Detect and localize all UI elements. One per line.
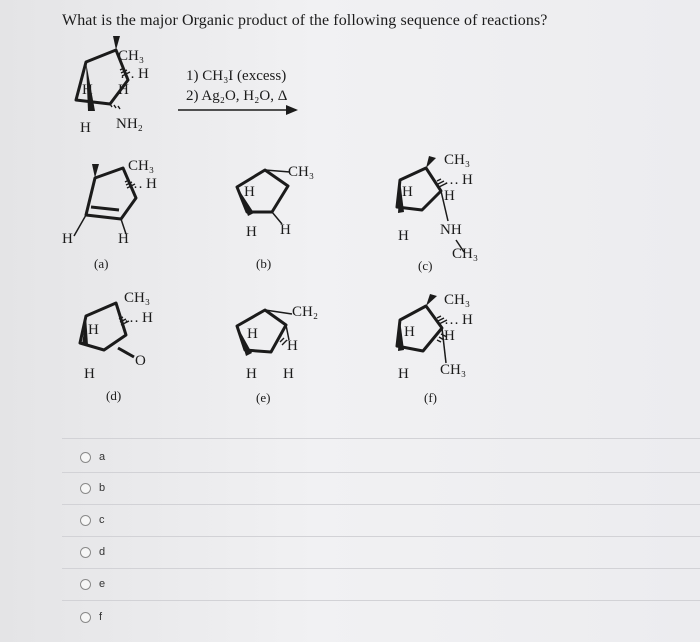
radio-f[interactable] [80,612,91,623]
radio-a[interactable] [80,452,91,463]
c-nh-ch3: CH₃ [452,246,479,262]
start-nh2: NH₂ [116,116,143,132]
tag-e: (e) [256,390,271,405]
tag-d: (d) [106,388,122,403]
b-h-top: H [244,184,255,200]
c-nh: NH [440,222,462,238]
question-text: What is the major Organic product of the following sequence of reactions? [62,12,548,29]
d-hash-h: … H [124,310,153,326]
radio-b[interactable] [80,483,91,494]
wedge-c-ch3 [426,156,436,168]
e-h-top: H [247,326,258,342]
d-carbonyl-o: O [135,353,146,369]
a-h-right: H [118,231,129,247]
c-h-top: H [402,184,413,200]
e-h-bottom: H [246,366,257,382]
a-hash-h: … H [128,176,157,192]
c-h-bottom: H [398,228,409,244]
product-a-double-bond [91,207,119,210]
divider [62,568,700,569]
e-h-inner: H [287,338,298,354]
d-h-bottom: H [84,366,95,382]
f-h-top: H [404,324,415,340]
divider [62,600,700,601]
option-label-d: d [99,546,106,558]
f-hash-h: … H [444,312,473,328]
d-ch3: CH₃ [124,290,151,306]
divider [62,536,700,537]
radio-d[interactable] [80,547,91,558]
wedge-f-ch3 [426,294,437,306]
d-h-left: H [88,322,99,338]
answer-option-d[interactable] [80,541,105,563]
answer-option-c[interactable] [80,509,105,531]
tag-a: (a) [94,256,109,271]
answer-option-f[interactable] [80,606,102,628]
b-ch3: CH₃ [288,164,315,180]
a-ch3: CH₃ [128,158,155,174]
reaction-arrow-head [286,105,298,115]
answer-option-b[interactable] [80,477,105,499]
answer-option-e[interactable] [80,573,105,595]
option-label-c: c [99,514,105,526]
option-label-b: b [99,482,106,494]
c-h-inner: H [444,188,455,204]
hash-start-nh2 [110,104,120,109]
start-ch3: CH₃ [118,48,145,64]
product-d-carbonyl [118,348,134,357]
a-h-left: H [62,231,73,247]
tag-c: (c) [418,258,433,273]
f-h-bottom: H [398,366,409,382]
start-h-inner: H [118,82,129,98]
option-label-e: e [99,578,106,590]
b-h-bottom: H [246,224,257,240]
tag-b: (b) [256,256,272,271]
start-hash-h: … H [120,66,149,82]
start-h-bottom: H [80,120,91,136]
option-label-a: a [99,451,106,463]
c-ch3: CH₃ [444,152,471,168]
c-hash-h: … H [444,172,473,188]
hash-e-h [278,336,287,345]
option-label-f: f [99,611,103,623]
e-ch2: CH₂ [292,304,319,320]
bond-a-h-left [74,215,86,236]
f-ch3: CH₃ [444,292,471,308]
radio-e[interactable] [80,579,91,590]
reagent-step2: 2) Ag₂O, H₂O, Δ [186,88,288,104]
reagent-step1: 1) CH₃I (excess) [186,68,287,84]
f-ch3-bottom: CH₃ [440,362,467,378]
tag-f: (f) [424,390,437,405]
f-h-inner: H [444,328,455,344]
start-h-left: H [82,82,93,98]
b-h-right: H [280,222,291,238]
divider [62,504,700,505]
divider [62,472,700,473]
divider [62,438,700,439]
e-h-right: H [283,366,294,382]
answer-option-a[interactable] [80,446,105,468]
radio-c[interactable] [80,515,91,526]
